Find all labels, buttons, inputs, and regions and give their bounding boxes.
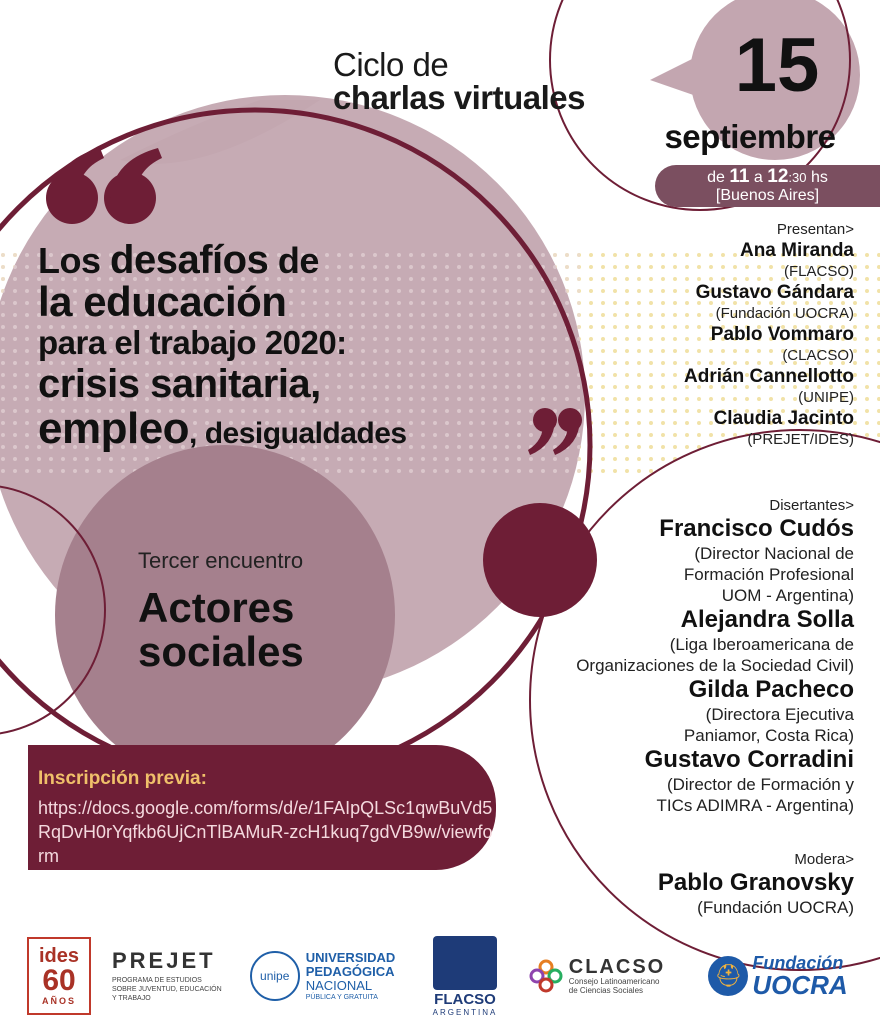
moderator xyxy=(658,850,854,918)
registration-label: Inscripción previa: xyxy=(38,768,207,789)
title-word-de: de xyxy=(277,240,319,281)
talk-title xyxy=(38,240,558,463)
prejet-logo xyxy=(112,928,222,1024)
cycle-title xyxy=(333,48,585,114)
speaker-affiliation: Formación Profesional xyxy=(683,565,854,584)
presenter-name: Ana Miranda xyxy=(739,240,854,261)
ides-logo-years: AÑOS xyxy=(41,996,76,1006)
flacso-logo-name: FLACSO xyxy=(434,990,496,1008)
uocra-logo-line1: Fundación xyxy=(752,953,844,973)
title-line1 xyxy=(38,240,558,281)
time-end-hour: 12 xyxy=(767,166,789,187)
prejet-logo-desc: PROGRAMA DE ESTUDIOS SOBRE JUVENTUD, EDUCACIÓN Y TRABAJO xyxy=(112,976,222,1002)
presenter-affiliation: (Fundación UOCRA) xyxy=(715,305,854,322)
time-start: 11 xyxy=(729,166,750,187)
presenters-label: Presentan> xyxy=(776,221,854,238)
event-day: 15 xyxy=(734,23,820,108)
prejet-logo-name: PREJET xyxy=(112,947,216,973)
event-month: septiembre xyxy=(664,118,836,155)
uocra-logo-line2: UOCRA xyxy=(752,970,848,1000)
speaker-affiliation: (Director Nacional de xyxy=(694,544,854,563)
time-sep: a xyxy=(753,169,763,186)
cycle-title-line2: charlas virtuales xyxy=(333,79,585,116)
ides-logo-text: ides xyxy=(38,945,80,967)
americas-map-icon xyxy=(433,936,497,990)
presenter-name: Adrián Cannellotto xyxy=(684,366,854,387)
clacso-logo xyxy=(522,928,672,1024)
moderator-affiliation: (Fundación UOCRA) xyxy=(697,898,854,917)
title-word-desafios: desafíos xyxy=(110,238,269,282)
time-unit: hs xyxy=(810,169,828,186)
speaker-name: Francisco Cudós xyxy=(659,515,854,542)
speaker-affiliation: Paniamor, Costa Rica) xyxy=(683,726,854,745)
presenter-affiliation: (FLACSO) xyxy=(783,263,854,280)
speaker-name: Alejandra Solla xyxy=(680,606,854,633)
clacso-logo-desc1: Consejo Latinoamericano xyxy=(568,977,660,986)
title-line3: para el trabajo 2020: xyxy=(38,324,347,361)
event-time xyxy=(655,165,880,207)
presenter-affiliation: (UNIPE) xyxy=(798,389,854,406)
meeting-topic-line1: Actores xyxy=(138,584,295,631)
ides-logo-number: 60 xyxy=(42,964,76,997)
flacso-logo-country: ARGENTINA xyxy=(432,1007,498,1017)
ides-logo xyxy=(24,928,94,1024)
title-word-desigualdades: , desigualdades xyxy=(189,417,407,450)
time-prefix: de xyxy=(707,169,725,186)
unipe-logo-line3: NACIONAL xyxy=(305,977,373,993)
unipe-logo-line2: PEDAGÓGICA xyxy=(305,963,395,979)
speaker-name: Gustavo Corradini xyxy=(644,746,854,773)
meeting-label: Tercer encuentro xyxy=(138,548,304,573)
unipe-logo-line1: UNIVERSIDAD xyxy=(305,949,396,965)
worker-helmet-icon: ⛑ xyxy=(708,956,748,996)
flacso-logo xyxy=(425,928,505,1024)
title-word-los: Los xyxy=(38,240,101,281)
unipe-logo xyxy=(240,928,405,1024)
speaker-affiliation: UOM - Argentina) xyxy=(721,586,854,605)
registration-link[interactable]: https://docs.google.com/forms/d/e/1FAIpQLSc1qwBuVd5RqDvH0rYqfkb6UjCnTlBAMuR-zcH1kuq7gdVB9w/viewform xyxy=(38,798,493,866)
title-line5 xyxy=(38,405,558,463)
speakers-label: Disertantes> xyxy=(769,497,854,514)
uocra-logo xyxy=(698,928,858,1024)
unipe-logo-mark: unipe xyxy=(250,951,300,1001)
speaker-affiliation: (Director de Formación y xyxy=(666,775,854,794)
presenter-affiliation: (PREJET/IDES) xyxy=(747,431,854,448)
title-line4: crisis sanitaria, xyxy=(38,362,321,406)
moderator-name: Pablo Granovsky xyxy=(657,869,854,896)
cycle-title-line1: Ciclo de xyxy=(333,46,449,83)
title-word-empleo: empleo xyxy=(38,404,190,453)
title-line2: la educación xyxy=(38,278,287,325)
speakers-list xyxy=(576,496,854,816)
meeting-topic xyxy=(138,586,304,674)
moderator-label: Modera> xyxy=(794,851,854,868)
speaker-name: Gilda Pacheco xyxy=(688,676,854,703)
presenters-list xyxy=(684,220,854,449)
presenter-name: Gustavo Gándara xyxy=(695,282,854,303)
speaker-affiliation: TICs ADIMRA - Argentina) xyxy=(656,796,854,815)
presenter-affiliation: (CLACSO) xyxy=(782,347,854,364)
clacso-logo-icon xyxy=(529,959,563,993)
clacso-logo-desc2: de Ciencias Sociales xyxy=(568,986,644,995)
time-zone: [Buenos Aires] xyxy=(715,187,820,204)
presenter-name: Pablo Vommaro xyxy=(710,324,854,345)
speaker-affiliation: (Liga Iberoamericana de xyxy=(669,635,854,654)
sponsor-logos xyxy=(0,928,880,1024)
speaker-affiliation: Organizaciones de la Sociedad Civil) xyxy=(576,656,854,675)
time-end-minutes: :30 xyxy=(788,170,807,185)
unipe-logo-line4: PÚBLICA Y GRATUITA xyxy=(305,993,378,1001)
speaker-affiliation: (Directora Ejecutiva xyxy=(705,705,854,724)
meeting-topic-line2: sociales xyxy=(138,628,304,675)
clacso-logo-name: CLACSO xyxy=(568,956,666,978)
presenter-name: Claudia Jacinto xyxy=(713,408,854,429)
